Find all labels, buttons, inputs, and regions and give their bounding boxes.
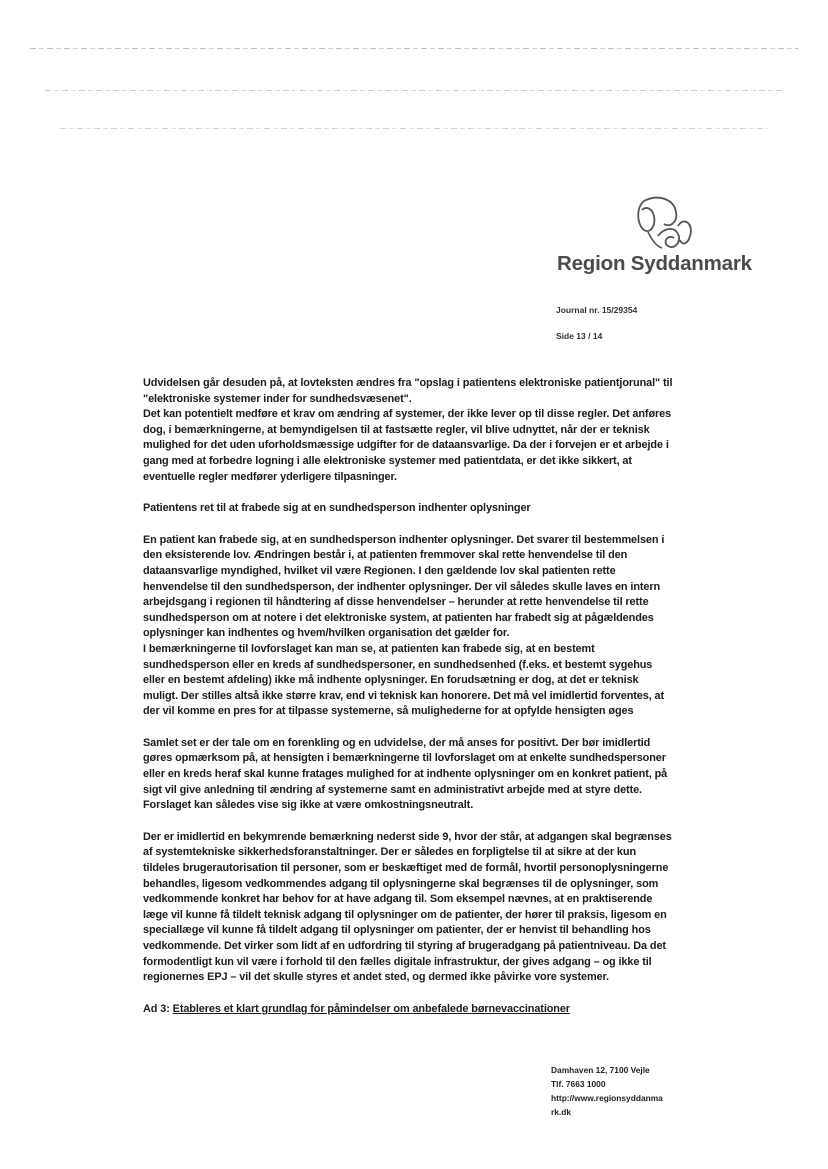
paragraph-1: Udvidelsen går desuden på, at lovteksten ændres fra "opslag i patientens elektroniske patientjorunal" til "elektroniske systemer inder for sundhedsvæsenet".	[143, 377, 673, 405]
scan-line-top	[30, 48, 798, 49]
footer-address	[551, 1063, 679, 1119]
ad3-line	[143, 1002, 675, 1018]
ad3-link[interactable]: Etableres et klart grundlag for påmindelser om anbefalede børnevaccinationer	[172, 1002, 570, 1015]
section-heading: Patientens ret til at frabede sig at en sundhedsperson indhenter oplysninger	[143, 502, 531, 515]
footer-street: Damhaven 12, 7100 Vejle	[551, 1065, 650, 1075]
org-name: Region Syddanmark	[557, 252, 752, 275]
footer-url-1[interactable]: http://www.regionsyddanma	[551, 1093, 663, 1103]
journal-number: Journal nr. 15/29354	[556, 305, 638, 315]
scan-line-middle	[45, 90, 783, 91]
scan-line-lower	[60, 128, 768, 129]
paragraph-6: Der er imidlertid en bekymrende bemærkning nederst side 9, hvor der står, at adgangen skal begrænses af systemtekniske sikkerhedsforanstaltninger. Der er således en forpligtelse til at sikre at der kun tildeles brugerautorisation til personer, som er beskæftiget med de formål, hvortil personoplysningerne behandles, ligesom vedkommendes adgang til oplysningerne skal begrænses til de oplysninger, som vedkommende konkret har behov for at have adgang til. Som eksempel nævnes, at en praktiserende læge vil kunne få tildelt teknisk adgang til oplysninger om de patienter, der hører til praksis, ligesom en speciallæge vil kunne få tildelt adgang til oplysninger om patienter, der er henvist til behandling hos vedkommende. Det virker som lidt af en udfordring til styring af brugeradgang på patientniveau. Da det formodentligt kun vil være i forhold til den fælles digitale infrastruktur, der gives adgang – og ikke til regionernes EPJ – vil det skulle styres et andet sted, og dermed ikke påvirke vore systemer.	[143, 830, 672, 984]
footer-phone: Tlf. 7663 1000	[551, 1079, 606, 1089]
region-logo-mark-icon	[634, 196, 696, 254]
paragraph-5: Samlet set er der tale om en forenkling og en udvidelse, der må anses for positivt. Der bør imidlertid gøres opmærksom på, at hensigten i bemærkningerne til lovforslaget om at enkelte sundhedspersoner eller en kreds heraf skal kunne fratages mulighed for at indhente oplysninger om en konkret patient, på sigt vil give anledning til ændring af systemerne samt en administrativt arbejde med at styre dette. Forslaget kan således vise sig ikke at være omkostningsneutralt.	[143, 736, 668, 812]
paragraph-3: En patient kan frabede sig, at en sundhedsperson indhenter oplysninger. Det svarer til bestemmelsen i den eksisterende lov. Ændringen består i, at patienten fremmover skal rette henvendelse til den dataansvarlige myndighed, hvilket vil være Regionen. I den gældende lov skal patienten rette henvendelse til den sundhedsperson, der indhenter oplysninger. Der vil således skulle laves en intern arbejdsgang i regionen til håndtering af disse henvendelser – herunder at rette henvendelse til rette sundhedsperson om at notere i det elektroniske system, at patienten har frabedt sig at pågældendes oplysninger kan indhentes og hvem/hvilken organisation det gælder for.	[143, 533, 665, 640]
region-logo	[552, 196, 752, 280]
page-number: Side 13 / 14	[556, 331, 603, 341]
footer-url-2[interactable]: rk.dk	[551, 1107, 572, 1117]
ad3-prefix: Ad 3:	[143, 1002, 173, 1015]
paragraph-2: Det kan potentielt medføre et krav om ændring af systemer, der ikke lever op til disse regler. Det anføres dog, i bemærkningerne, at bemyndigelsen til at fastsætte regler, vil blive udnyttet, når der er teknisk mulighed for det uden uforholdsmæssige udgifter for de dataansvarlige. Da der i forvejen er et arbejde i gang med at forbedre logning i alle elektroniske systemer med patientdata, er det ikke sikkert, at eventuelle regler medfører yderligere tilpasninger.	[143, 408, 672, 483]
letter-body	[143, 376, 675, 1033]
paragraph-4: I bemærkningerne til lovforslaget kan man se, at patienten kan frabede sig, at en bestemt sundhedsperson eller en kreds af sundhedspersoner, en sundhedsenhed (f.eks. et bestemt sygehus eller en bestemt afdeling) ikke må indhente oplysninger. En forudsætning er dog, at det er teknisk muligt. Der stilles altså ikke større krav, end vi teknisk kan honorere. Det må vel imidlertid forventes, at der vil komme en pres for at tilpasse systemerne, så mulighederne for at opfylde hensigten øges	[143, 642, 665, 718]
